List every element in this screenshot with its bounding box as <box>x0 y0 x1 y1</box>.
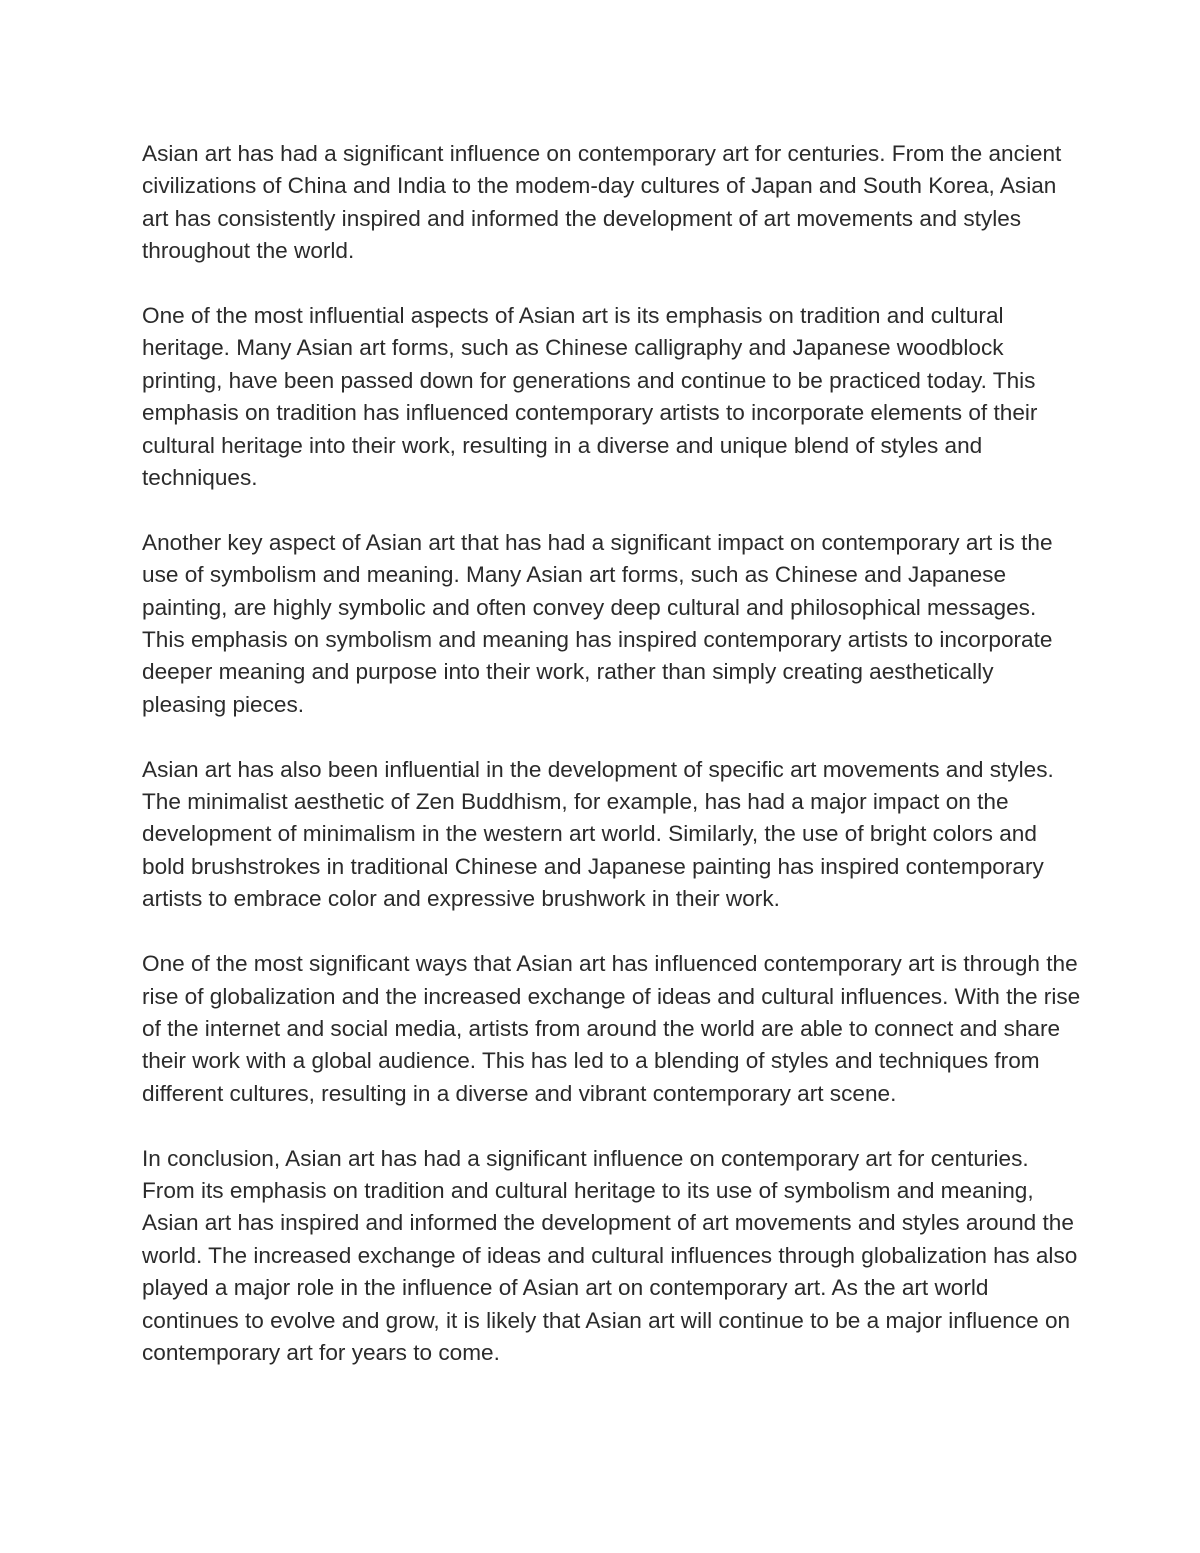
paragraph-symbolism: Another key aspect of Asian art that has had a significant impact on contemporary art is the use of symbolism and meaning. Many Asian art forms, such as Chinese and Japanese painting, are highly symbolic and often convey deep cultural and philosophical messages. This emphasis on symbolism and meaning has inspired contemporary artists to incorporate deeper meaning and purpose into their work, rather than simply creating aesthetically pleasing pieces. <box>142 529 1053 717</box>
paragraph-intro: Asian art has had a significant influence on contemporary art for centuries. From the ancient civilizations of China and India to the modem-day cultures of Japan and South Korea, Asian art has consistently inspired and informed the development of art movements and styles throughout the world. <box>142 141 1062 264</box>
document-body <box>142 138 1082 1369</box>
paragraph-movements: Asian art has also been influential in the development of specific art movements and styles. The minimalist aesthetic of Zen Buddhism, for example, has had a major impact on the development of minimalism in the western art world. Similarly, the use of bright colors and bold brushstrokes in traditional Chinese and Japanese painting has inspired contemporary artists to embrace color and expressive brushwork in their work. <box>142 756 1054 912</box>
paragraph-conclusion: In conclusion, Asian art has had a significant influence on contemporary art for centuries. From its emphasis on tradition and cultural heritage to its use of symbolism and meaning, Asian art has inspired and informed the development of art movements and styles around the world. The increased exchange of ideas and cultural influences through globalization has also played a major role in the influence of Asian art on contemporary art. As the art world continues to evolve and grow, it is likely that Asian art will continue to be a major influence on contemporary art for years to come. <box>142 1145 1078 1365</box>
paragraph-tradition: One of the most influential aspects of Asian art is its emphasis on tradition and cultural heritage. Many Asian art forms, such as Chinese calligraphy and Japanese woodblock printing, have been passed down for generations and continue to be practiced today. This emphasis on tradition has influenced contemporary artists to incorporate elements of their cultural heritage into their work, resulting in a diverse and unique blend of styles and techniques. <box>142 303 1038 491</box>
paragraph-globalization: One of the most significant ways that Asian art has influenced contemporary art is through the rise of globalization and the increased exchange of ideas and cultural influences. With the rise of the internet and social media, artists from around the world are able to connect and share their work with a global audience. This has led to a blending of styles and techniques from different cultures, resulting in a diverse and vibrant contemporary art scene. <box>142 951 1081 1106</box>
